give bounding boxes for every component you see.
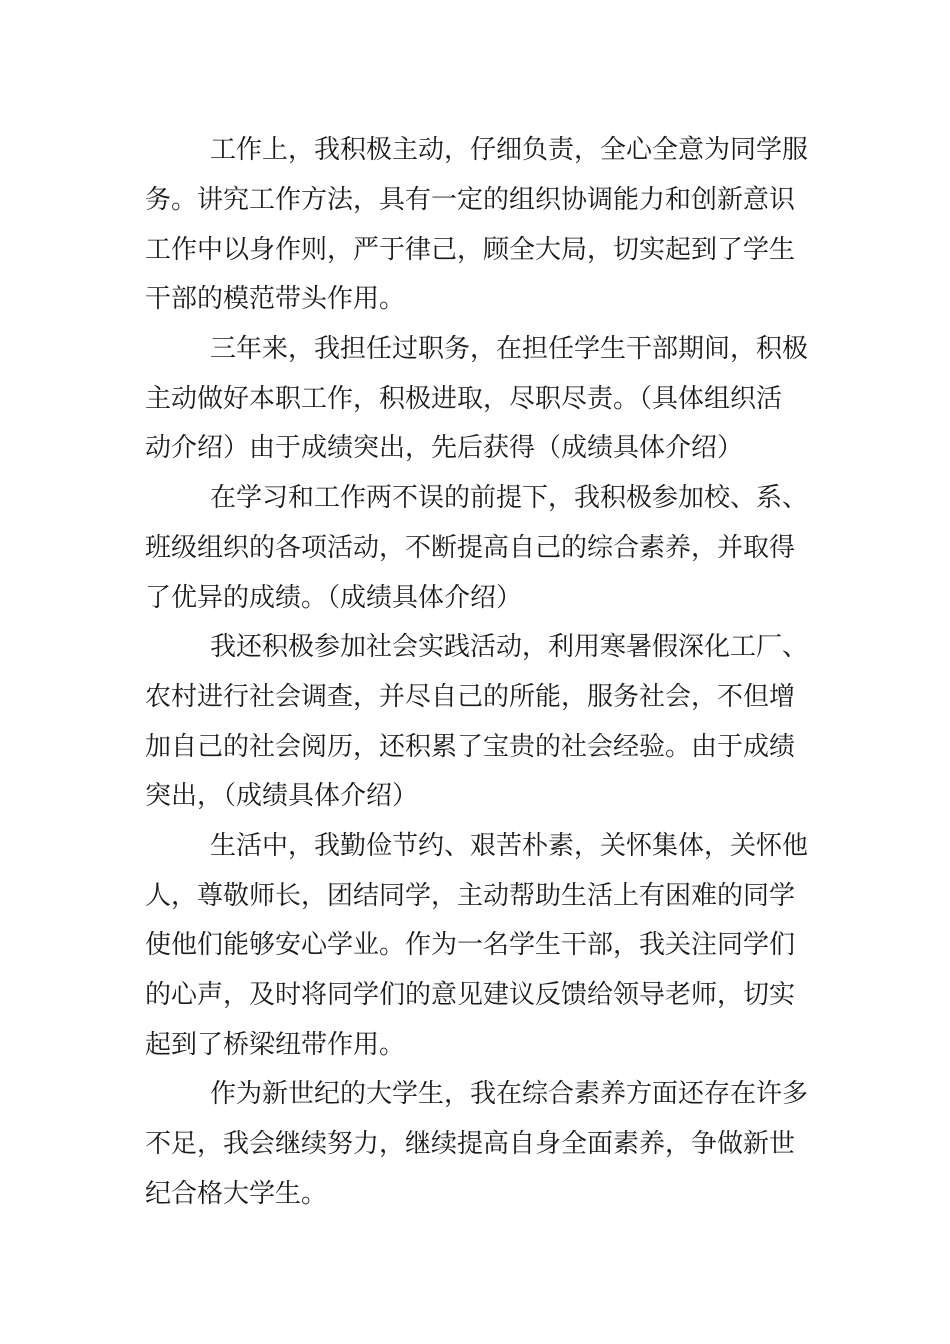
paragraph-6-line-3: 纪合格大学生。 bbox=[145, 1179, 328, 1209]
paragraph-5-line-3: 使他们能够安心学业。作为一名学生干部，我关注同学们 bbox=[145, 930, 796, 960]
paragraph-2-line-2: 主动做好本职工作，积极进取，尽职尽责。（具体组织活 bbox=[145, 384, 783, 414]
paragraph-5-line-2: 人，尊敬师长，团结同学，主动帮助生活上有困难的同学 bbox=[145, 881, 796, 911]
paragraph-4-line-4: 突出，（成绩具体介绍） bbox=[145, 781, 419, 811]
paragraph-1-line-1: 工作上，我积极主动，仔细负责，全心全意为同学服 bbox=[210, 135, 809, 165]
paragraph-6-line-1: 作为新世纪的大学生，我在综合素养方面还存在许多 bbox=[210, 1079, 809, 1109]
paragraph-5-line-5: 起到了桥梁纽带作用。 bbox=[145, 1030, 406, 1060]
paragraph-2-line-1: 三年来，我担任过职务，在担任学生干部期间，积极 bbox=[210, 334, 809, 364]
paragraph-6-line-2: 不足，我会继续努力，继续提高自身全面素养，争做新世 bbox=[145, 1129, 796, 1159]
paragraph-5-line-4: 的心声，及时将同学们的意见建议反馈给领导老师，切实 bbox=[145, 980, 796, 1010]
paragraph-1-line-3: 工作中以身作则，严于律己，顾全大局，切实起到了学生 bbox=[145, 235, 796, 265]
paragraph-2-line-3: 动介绍）由于成绩突出，先后获得（成绩具体介绍） bbox=[145, 433, 744, 463]
paragraph-5-line-1: 生活中，我勤俭节约、艰苦朴素，关怀集体，关怀他 bbox=[210, 831, 809, 861]
paragraph-4-line-1: 我还积极参加社会实践活动，利用寒暑假深化工厂、 bbox=[210, 632, 809, 662]
paragraph-3-line-1: 在学习和工作两不误的前提下，我积极参加校、系、 bbox=[210, 483, 809, 513]
paragraph-1-line-4: 干部的模范带头作用。 bbox=[145, 284, 406, 314]
paragraph-4-line-2: 农村进行社会调查，并尽自己的所能，服务社会，不但增 bbox=[145, 682, 796, 712]
paragraph-3-line-2: 班级组织的各项活动，不断提高自己的综合素养，并取得 bbox=[145, 533, 796, 563]
paragraph-1-line-2: 务。讲究工作方法，具有一定的组织协调能力和创新意识 bbox=[145, 185, 796, 215]
paragraph-4-line-3: 加自己的社会阅历，还积累了宝贵的社会经验。由于成绩 bbox=[145, 732, 796, 762]
paragraph-3-line-3: 了优异的成绩。（成绩具体介绍） bbox=[145, 583, 523, 613]
